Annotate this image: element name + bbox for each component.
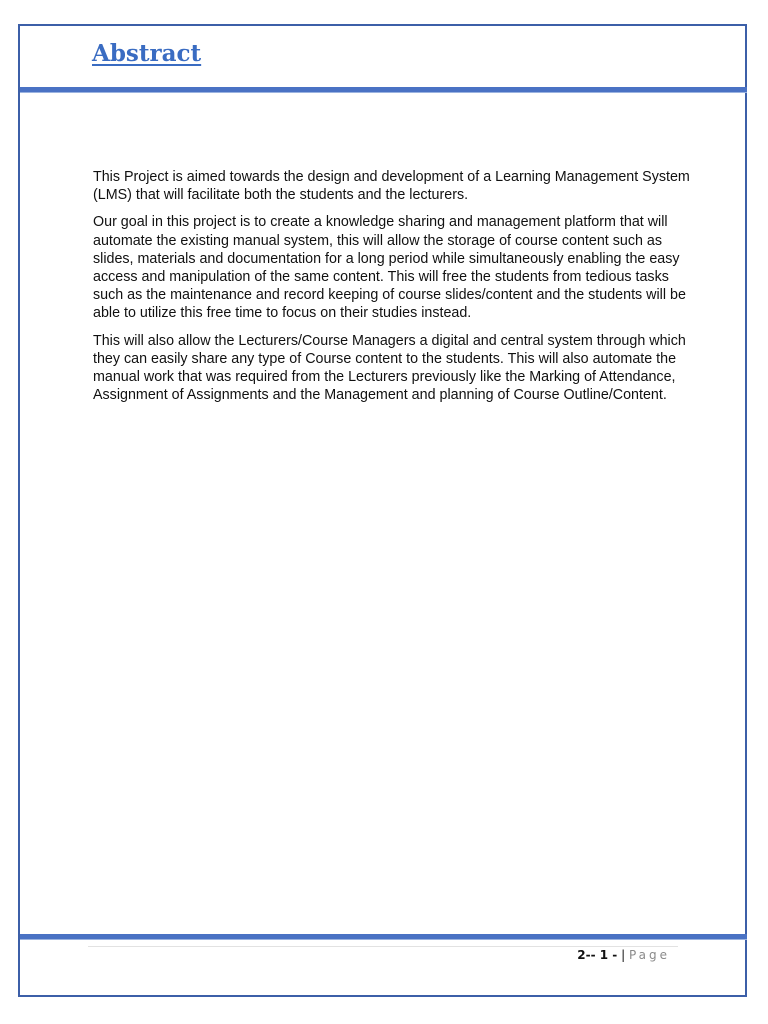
paragraph: This Project is aimed towards the design and development of a Learning Management System (LMS) that will facilitate both the students and the lecturers.: [93, 169, 690, 204]
page-footer: [577, 948, 670, 962]
footer-rule: [20, 934, 747, 940]
header-rule: [20, 87, 747, 93]
document-body: [93, 168, 693, 413]
page-number: 2-- 1 -: [577, 948, 618, 962]
page-label: Page: [628, 948, 670, 962]
paragraph: Our goal in this project is to create a knowledge sharing and management platform that will automate the existing manual system, this will allow the storage of course content such as slides, materials and documentation for a long period while simultaneously enabling the easy access and manipulation of the same content. This will free the students from tedious tasks such as the maintenance and record keeping of course slides/content and the students will be able to utilize this free time to focus on their studies instead.: [93, 214, 686, 322]
footer-divider: [88, 946, 678, 947]
paragraph: This will also allow the Lecturers/Course Managers a digital and central system through which they can easily share any type of Course content to the students. This will also automate the manual work that was required from the Lecturers previously like the Marking of Attendance, Assignment of Assignments and the Management and planning of Course Outline/Content.: [93, 332, 686, 404]
footer-separator: |: [621, 948, 626, 962]
page-title: Abstract: [92, 40, 202, 67]
